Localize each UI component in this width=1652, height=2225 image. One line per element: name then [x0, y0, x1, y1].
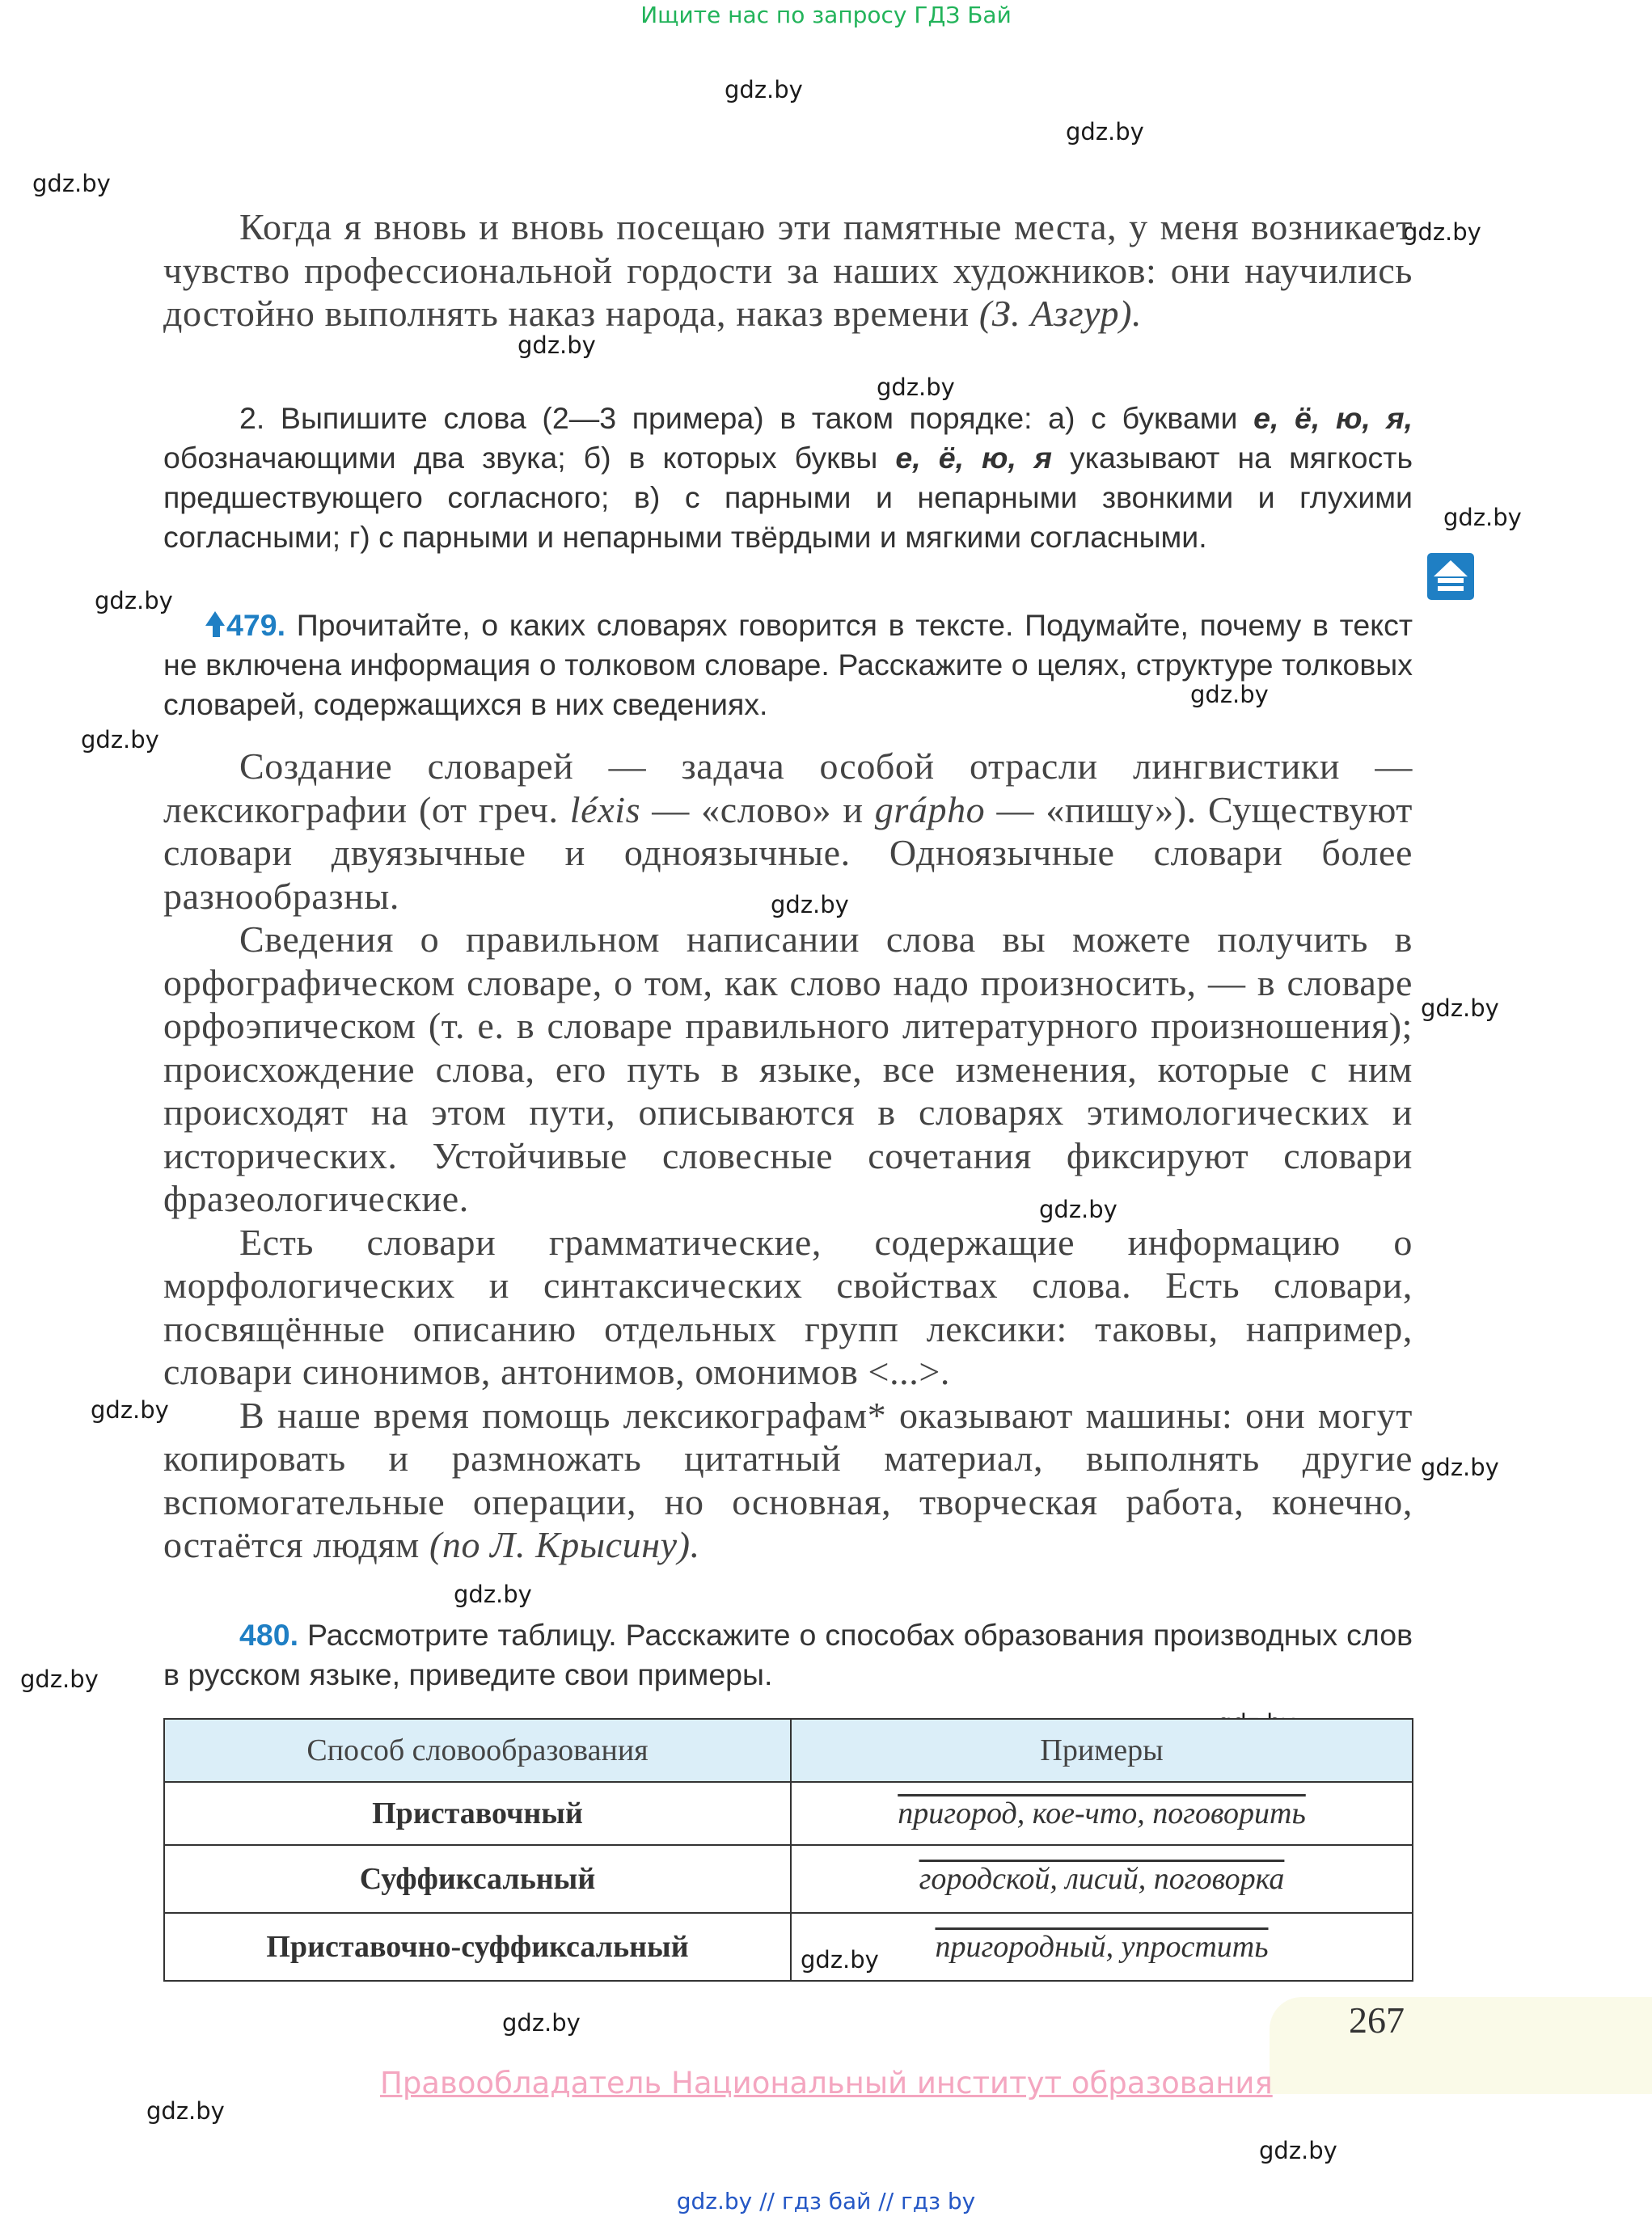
home-icon[interactable]: [1427, 553, 1474, 600]
examples-cell: [791, 1782, 1413, 1845]
examples-text: пригородный, упростить: [935, 1930, 1269, 1964]
examples-cell: [791, 1845, 1413, 1913]
quote-text: Когда я вновь и вновь посещаю эти памятные места, у меня возникает чувство профессиональной гордости за наших художников: они научились достойно выполнять наказ народа, наказ времени: [163, 206, 1413, 334]
watermark: gdz.by: [502, 2009, 581, 2037]
watermark: gdz.by: [1259, 2137, 1337, 2164]
quote-source: (З. Азгур).: [978, 293, 1143, 334]
table-header: Способ словообразования: [164, 1719, 791, 1782]
watermark: gdz.by: [81, 726, 159, 754]
table-header-row: [164, 1719, 1413, 1782]
watermark: gdz.by: [518, 331, 596, 359]
paragraph-4: В наше время помощь лексикографам* оказывают машины: они могут копировать и размножать цитатный материал, выполнять другие вспомогательные операции, но основная, творческая работа, конечно, остаётся людям: [163, 1394, 1413, 1565]
page-number: 267: [1349, 1999, 1405, 2041]
exercise-number: 480.: [239, 1618, 298, 1652]
watermark: gdz.by: [801, 1946, 879, 1974]
watermark: gdz.by: [1421, 1454, 1499, 1481]
paragraph-2: Сведения о правильном написании слова вы можете получить в орфографическом словаре, о том, как слово надо произносить, — в словаре орфоэпическом (т. е. в словаре правильного литературного произношения); происхождение слова, его путь в языке, все изменения, которые с ним происходят на этом пути, описываются в словарях этимологических и исторических. Устойчивые словесные сочетания фиксируют словари фразеологические.: [163, 918, 1413, 1219]
quote-paragraph: [163, 205, 1413, 336]
exercise-number: 479.: [226, 608, 285, 642]
rights-link[interactable]: Правообладатель Национальный институт образования: [380, 2066, 1273, 2100]
task-2-letters: е, ё, ю, я: [895, 441, 1052, 475]
top-banner: Ищите нас по запросу ГДЗ Бай: [640, 2, 1012, 28]
greek-word: grápho: [874, 788, 986, 830]
watermark: gdz.by: [146, 2097, 225, 2125]
task-2-letters: е, ё, ю, я,: [1253, 401, 1413, 435]
examples-text: городской, лисий, поговорка: [919, 1862, 1285, 1896]
watermark: gdz.by: [1190, 681, 1269, 708]
paragraph-4-source: (по Л. Крысину).: [429, 1524, 700, 1565]
exercise-task-text: Прочитайте, о каких словарях говорится в тексте. Подумайте, почему в текст не включена информация о толковом словаре. Расскажите о целях, структуре толковых словарей, содержащихся в них сведениях.: [163, 608, 1413, 721]
method-cell: Приставочно-суффиксальный: [164, 1913, 791, 1981]
watermark: gdz.by: [1066, 118, 1144, 146]
text-fragment: — «пишу»). Существуют словари двуязычные и одноязычные. Одноязычные словари более разнообразны.: [163, 788, 1413, 917]
watermark: gdz.by: [877, 374, 955, 401]
task-2-text: указывают на мягкость предшествующего согласного; в) с парными и непарными звонкими и глухими согласными; г) с парными и непарными твёрдыми и мягкими согласными.: [163, 441, 1413, 554]
watermark: gdz.by: [1443, 504, 1522, 531]
greek-word: léxis: [569, 788, 641, 830]
exercise-task-text: Рассмотрите таблицу. Расскажите о способах образования производных слов в русском языке, приведите свои примеры.: [163, 1618, 1413, 1691]
watermark: gdz.by: [20, 1666, 99, 1693]
table-header: Примеры: [791, 1719, 1413, 1782]
table-row: [164, 1782, 1413, 1845]
table-row: [164, 1845, 1413, 1913]
watermark: gdz.by: [1039, 1196, 1118, 1223]
exercise-479-task: [163, 606, 1413, 724]
watermark: gdz.by: [725, 76, 803, 103]
task-2-text: 2. Выпишите слова (2—3 примера) в таком порядке: а) с буквами: [239, 401, 1254, 435]
exercise-479-text: [163, 745, 1413, 1567]
word-formation-table: [163, 1718, 1413, 1982]
task-2-text: обозначающими два звука; б) в которых буквы: [163, 441, 896, 475]
watermark: gdz.by: [95, 587, 173, 614]
arrow-up-icon: [213, 621, 220, 637]
watermark: gdz.by: [771, 891, 849, 918]
page-number-tab: [1270, 1997, 1652, 2094]
watermark: gdz.by: [1421, 994, 1499, 1022]
watermark: gdz.by: [91, 1396, 169, 1424]
examples-cell: [791, 1913, 1413, 1981]
bottom-links[interactable]: gdz.by // гдз бай // гдз by: [676, 2188, 976, 2214]
task-2: [163, 399, 1413, 557]
paragraph-3: Есть словари грамматические, содержащие информацию о морфологических и синтаксических свойствах слова. Есть словари, посвящённые описанию отдельных групп лексики: таковы, например, словари синонимов, антонимов, омонимов <...>.: [163, 1221, 1413, 1392]
watermark: gdz.by: [454, 1581, 532, 1608]
watermark: gdz.by: [32, 170, 111, 197]
table-row: [164, 1913, 1413, 1981]
method-cell: Приставочный: [164, 1782, 791, 1845]
text-fragment: — «слово» и: [640, 788, 875, 830]
watermark: gdz.by: [1403, 218, 1481, 246]
examples-text: пригород, кое-что, поговорить: [898, 1796, 1306, 1830]
text-fragment: Создание словарей — задача особой отрасли лингвистики — лексикографии (от греч.: [163, 745, 1413, 830]
method-cell: Суффиксальный: [164, 1845, 791, 1913]
exercise-480-task: [163, 1615, 1413, 1695]
